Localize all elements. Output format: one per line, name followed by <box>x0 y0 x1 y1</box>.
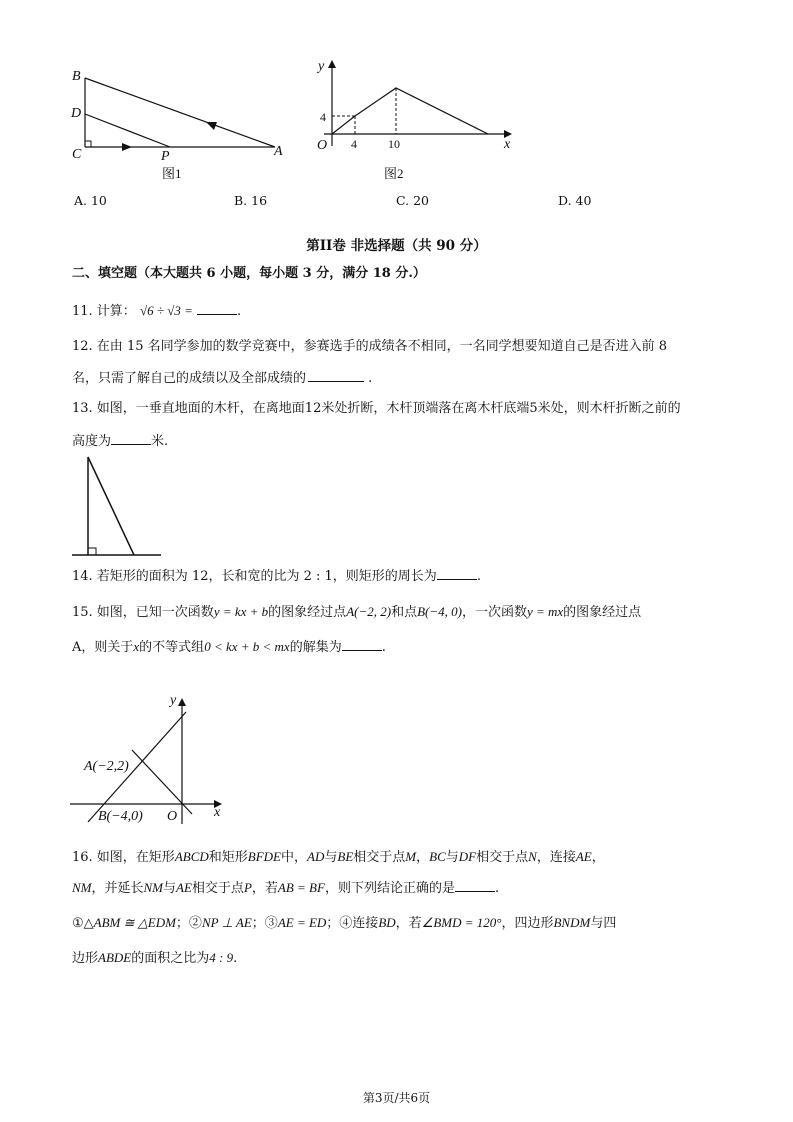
q16-nm-a: NM <box>72 880 92 895</box>
q16-bd: BD <box>378 915 396 930</box>
y-axis-arrow <box>178 698 186 706</box>
q16-t3: 中， <box>281 850 308 865</box>
origin-label: O <box>167 809 178 824</box>
q16-t20: ；④连接 <box>326 916 379 931</box>
q13-answer-blank[interactable] <box>111 432 151 445</box>
q15-func2: y = mx <box>526 604 564 619</box>
q11-end: . <box>237 304 242 319</box>
y-axis-arrow <box>328 60 336 68</box>
q16-t9: ，连接 <box>536 850 576 865</box>
q16-c2: NP ⊥ AE <box>201 915 252 930</box>
point-C-label: C <box>72 147 82 162</box>
segment-BA <box>85 78 275 147</box>
point-P-label: P <box>161 149 170 164</box>
q14-answer-blank[interactable] <box>437 567 477 580</box>
q16-ae: AE <box>575 849 592 864</box>
q16-condition: AB = BF <box>277 880 325 895</box>
q16-t21: ，若 <box>395 916 422 931</box>
segment-DP <box>85 114 170 147</box>
q11-answer-blank[interactable] <box>197 302 237 315</box>
q15-text-f: A，则关于 <box>72 640 134 655</box>
question-16-line2 <box>72 879 499 898</box>
choice-d: D. 40 <box>558 193 592 208</box>
q15-point-a: A(−2, 2) <box>346 604 392 619</box>
q16-c3: AE = ED <box>277 915 327 930</box>
question-13-line2 <box>72 432 168 451</box>
q16-bfde: BFDE <box>247 849 281 864</box>
q16-t26: . <box>233 951 238 966</box>
point-b-label: B(−4,0) <box>98 809 143 824</box>
q16-bc: BC <box>429 849 446 864</box>
tick-x-10: 10 <box>388 137 400 151</box>
q16-t4: 与 <box>324 850 338 865</box>
q16-t22: ，四边形 <box>501 916 554 931</box>
arrow-on-AB <box>206 122 217 130</box>
y-axis-label: y <box>318 59 325 74</box>
q12-end: . <box>368 371 373 386</box>
q16-nm-b: NM <box>143 880 164 895</box>
choice-c: C. 20 <box>396 193 429 208</box>
page-footer: 第3页/共6页 <box>362 1091 431 1105</box>
figure-q15 <box>66 690 236 830</box>
point-A-label: A <box>274 144 283 159</box>
question-16-line4 <box>72 949 237 968</box>
q16-p: P <box>243 880 252 895</box>
q16-ae-b: AE <box>176 880 192 895</box>
q13-text-b: 米. <box>151 434 169 449</box>
question-14 <box>72 567 481 586</box>
q16-t15: ，则下列结论正确的是 <box>324 881 455 896</box>
q15-end: . <box>381 640 386 655</box>
q15-text-b: 的图象经过点 <box>268 605 347 620</box>
question-16-line1 <box>72 848 605 867</box>
q16-c1: ABM ≅ △EDM <box>93 915 176 930</box>
q16-t25: 的面积之比为 <box>131 951 210 966</box>
q15-point-b: B(−4, 0) <box>417 604 462 619</box>
q16-t19: ；③ <box>251 916 278 931</box>
q15-text-h: 的解集为 <box>289 640 342 655</box>
question-16-line3 <box>72 914 616 933</box>
q16-t23: 与四 <box>590 916 617 931</box>
section-title: 第II卷 非选择题（共 90 分） <box>306 238 487 254</box>
question-15-line1 <box>72 603 641 622</box>
q11-expression: √6 ÷ √3 = <box>139 303 193 318</box>
q16-t6: ， <box>416 850 430 865</box>
q16-n: N <box>528 849 537 864</box>
q15-text-d: ，一次函数 <box>461 605 527 620</box>
q16-t1: 16. 如图，在矩形 <box>72 850 175 865</box>
q15-answer-blank[interactable] <box>342 638 382 651</box>
y-axis-label: y <box>170 693 177 708</box>
q15-text-g: 的不等式组 <box>139 640 205 655</box>
tick-x-4: 4 <box>351 137 357 151</box>
q16-t17: ①△ <box>72 916 94 931</box>
figure-1-caption: 图1 <box>162 166 182 181</box>
point-B-label: B <box>72 69 81 84</box>
figure-2 <box>310 54 520 184</box>
figure-q13 <box>68 452 168 562</box>
q13-text-a: 高度为 <box>72 434 112 449</box>
q15-text-a: 15. 如图，已知一次函数 <box>72 605 214 620</box>
q16-t5: 相交于点 <box>353 850 406 865</box>
choice-a: A. 10 <box>74 193 107 208</box>
q12-text: 名，只需了解自己的成绩以及全部成绩的 <box>72 371 307 386</box>
q16-t10: ， <box>591 850 605 865</box>
question-12-line1: 12. 在由 15 名同学参加的数学竞赛中，参赛选手的成绩各不相同，一名同学想要知道自己是否进入前 8 <box>72 339 668 354</box>
q14-end: . <box>476 569 481 584</box>
q16-answer-blank[interactable] <box>455 879 495 892</box>
point-a-label: A(−2,2) <box>84 759 129 774</box>
q15-text-c: 和点 <box>391 605 418 620</box>
q15-inequality: 0 < kx + b < mx <box>204 639 290 654</box>
right-angle-mark <box>88 548 96 555</box>
q16-t7: 与 <box>445 850 459 865</box>
q15-text-e: 的图象经过点 <box>563 605 642 620</box>
question-12-line2 <box>72 369 372 388</box>
figure-1 <box>66 64 296 184</box>
q12-answer-blank[interactable] <box>308 369 364 382</box>
q16-t12: 与 <box>163 881 177 896</box>
q11-number: 11. 计算： <box>72 304 136 319</box>
q16-be: BE <box>337 849 354 864</box>
arrow-on-CA <box>122 143 132 151</box>
question-13-line1: 13. 如图，一垂直地面的木杆，在离地面12米处折断，木杆顶端落在离木杆底端5米处，则木杆折断之前的 <box>72 401 681 416</box>
q16-ratio: 4 : 9 <box>209 950 234 965</box>
figure-2-caption: 图2 <box>384 166 404 181</box>
q16-ad: AD <box>307 849 325 864</box>
q15-var: x <box>133 639 140 654</box>
q16-bndm: BNDM <box>553 915 591 930</box>
tick-y-4: 4 <box>320 110 326 124</box>
q16-df: DF <box>458 849 477 864</box>
broken-top-line <box>88 457 134 555</box>
q16-m: M <box>405 849 417 864</box>
q16-t24: 边形 <box>72 951 99 966</box>
part2-heading: 二、填空题（本大题共 6 小题，每小题 3 分，满分 18 分.） <box>72 266 426 281</box>
right-angle-mark <box>85 141 91 147</box>
q16-abde: ABDE <box>98 950 132 965</box>
q16-t11: ，并延长 <box>91 881 144 896</box>
q16-c4: ∠BMD = 120° <box>421 915 502 930</box>
question-15-line2 <box>72 638 386 657</box>
q15-func1: y = kx + b <box>213 604 269 619</box>
q16-t14: ，若 <box>251 881 278 896</box>
q16-t16: . <box>494 881 500 896</box>
q16-abcd: ABCD <box>174 849 209 864</box>
x-axis-label: x <box>214 805 221 820</box>
q16-t18: ；② <box>175 916 202 931</box>
q16-t8: 相交于点 <box>476 850 529 865</box>
q14-text: 14. 若矩形的面积为 12，长和宽的比为 2 : 1，则矩形的周长为 <box>72 569 437 584</box>
choice-b: B. 16 <box>234 193 268 208</box>
q16-t13: 相交于点 <box>191 881 244 896</box>
origin-label: O <box>317 138 328 153</box>
x-axis-label: x <box>504 137 511 152</box>
point-D-label: D <box>71 106 82 121</box>
q16-t2: 和矩形 <box>208 850 248 865</box>
question-11 <box>72 302 241 321</box>
